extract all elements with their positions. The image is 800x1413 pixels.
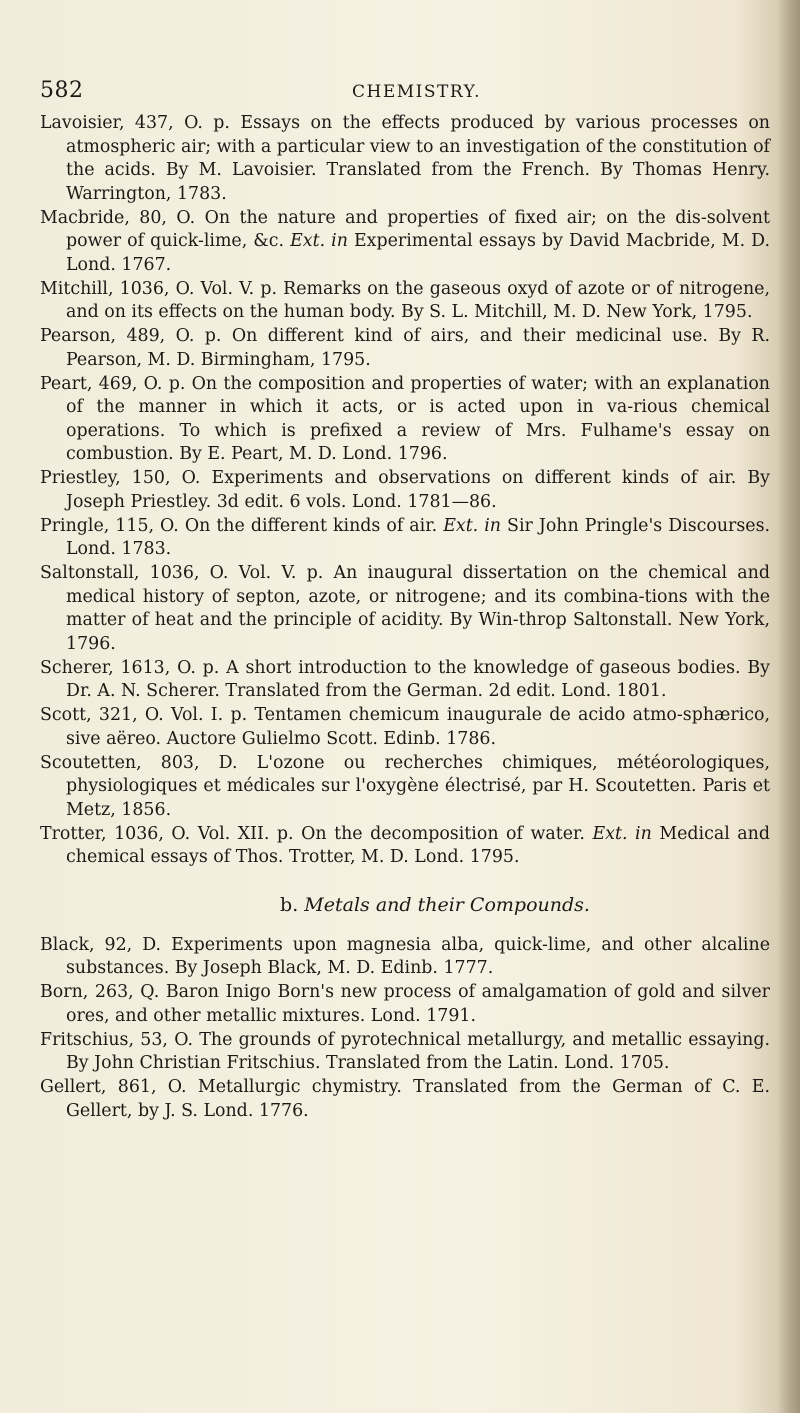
bibliography-entry: Peart, 469, O. p. On the composition and properties of water; with an explanation of the manner in which it acts, or is acted upon in va-rious chemical operations. To which is prefixed a review of Mrs. Fulhame's essay on combustion. By E. Peart, M. D. Lond. 1796. — [40, 373, 770, 464]
bibliography-entry: Mitchill, 1036, O. Vol. V. p. Remarks on the gaseous oxyd of azote or of nitrogene, and on its effects on the human body. By S. L. Mitchill, M. D. New York, 1795. — [40, 278, 770, 322]
bibliography-entry: Scoutetten, 803, D. L'ozone ou recherches chimiques, météorologiques, physiologiques et médicales sur l'oxygène électrisé, par H. Scoutetten. Paris et Metz, 1856. — [40, 752, 770, 820]
bibliography-entry: Fritschius, 53, O. The grounds of pyrotechnical metallurgy, and metallic essaying. By John Christian Fritschius. Translated from the Latin. Lond. 1705. — [40, 1029, 770, 1073]
running-head: CHEMISTRY. — [352, 82, 482, 102]
bibliography-entry: Scherer, 1613, O. p. A short introduction to the knowledge of gaseous bodies. By Dr. A. N. Scherer. Translated from the German. 2d edit. Lond. 1801. — [40, 657, 770, 701]
bibliography-entry: Gellert, 861, O. Metallurgic chymistry. Translated from the German of C. E. Gellert, by J. S. Lond. 1776. — [40, 1077, 770, 1121]
bibliography-entry: Pringle, 115, O. On the different kinds of air. Ext. in Sir John Pringle's Discourses. Lond. 1783. — [40, 515, 771, 559]
section-heading — [40, 892, 770, 918]
bibliography-entry: Pearson, 489, O. p. On different kind of airs, and their medicinal use. By R. Pearson, M. D. Birmingham, 1795. — [40, 326, 770, 370]
bibliography-entry: Black, 92, D. Experiments upon magnesia alba, quick-lime, and other alcaline substances. By Joseph Black, M. D. Edinb. 1777. — [40, 934, 770, 978]
page-edge-shadow — [778, 0, 800, 1413]
bibliography-entry: Born, 263, Q. Baron Inigo Born's new process of amalgamation of gold and silver ores, and other metallic mixtures. Lond. 1791. — [40, 982, 770, 1026]
bibliography-entry: Saltonstall, 1036, O. Vol. V. p. An inaugural dissertation on the chemical and medical history of septon, azote, or nitrogene; and its combina-tions with the matter of heat and the principle of acidity. By Win-throp Saltonstall. New York, 1796. — [40, 563, 770, 654]
section-a-entries — [40, 112, 770, 870]
bibliography-entry: Trotter, 1036, O. Vol. XII. p. On the decomposition of water. Ext. in Medical and chemical essays of Thos. Trotter, M. D. Lond. 1795. — [40, 823, 770, 867]
section-letter: b. — [280, 893, 299, 916]
bibliography-entry: Priestley, 150, O. Experiments and observations on different kinds of air. By Joseph Priestley. 3d edit. 6 vols. Lond. 1781—86. — [40, 468, 770, 512]
section-title: Metals and their Compounds. — [304, 893, 590, 916]
section-b-entries — [40, 934, 770, 1124]
bibliography-entry: Macbride, 80, O. On the nature and properties of fixed air; on the dis-solvent power of quick-lime, &c. Ext. in Experimental essays by David Macbride, M. D. Lond. 1767. — [40, 207, 771, 275]
page-header — [40, 78, 760, 102]
page-body — [40, 112, 770, 1124]
page-number: 582 — [40, 78, 84, 103]
bibliography-entry: Lavoisier, 437, O. p. Essays on the effects produced by various processes on atmospheric air; with a particular view to an investigation of the constitution of the acids. By M. Lavoisier. Translated from the French. By Thomas Henry. Warrington, 1783. — [40, 113, 770, 204]
bibliography-entry: Scott, 321, O. Vol. I. p. Tentamen chemicum inaugurale de acido atmo-sphærico, sive aëreo. Auctore Gulielmo Scott. Edinb. 1786. — [40, 705, 770, 749]
